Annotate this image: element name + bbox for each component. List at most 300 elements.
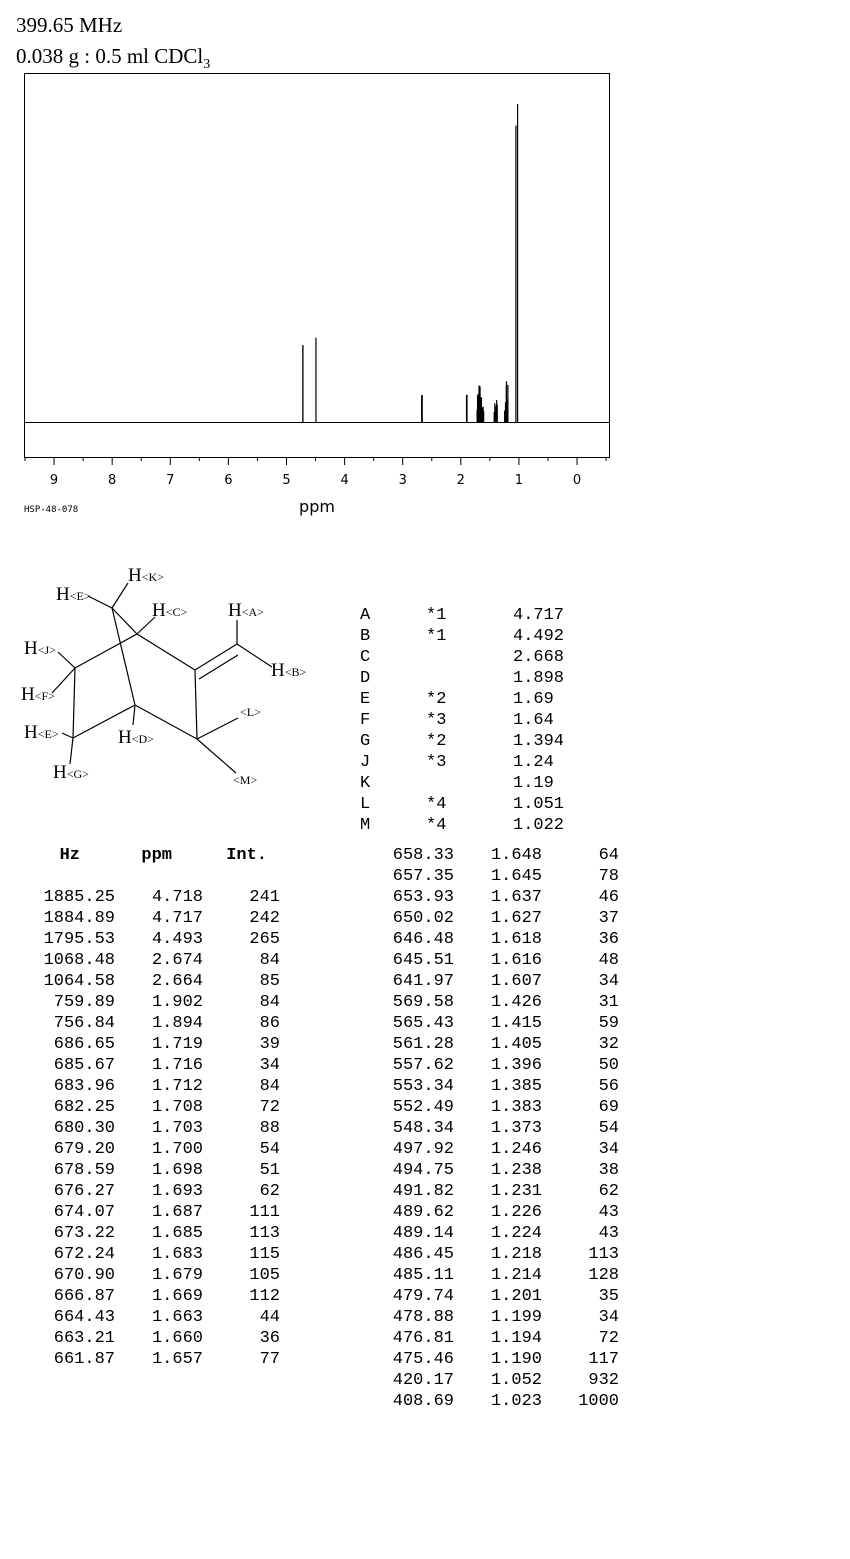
table-row	[30, 1181, 290, 1202]
bond-h-d	[133, 705, 135, 725]
peak-hz: 565.43	[392, 1014, 454, 1033]
peak-ppm: 1.616	[490, 951, 542, 970]
peak-int: 50	[598, 1056, 619, 1075]
peak-ppm: 1.627	[490, 909, 542, 928]
peak-int: 36	[598, 930, 619, 949]
peak-rows-right	[380, 845, 630, 1412]
structure-labels	[21, 565, 307, 787]
x-tick-label: 8	[108, 473, 117, 488]
molecule-structure	[0, 555, 340, 805]
peak-ppm: 1.405	[490, 1035, 542, 1054]
peak-ppm: 1.685	[151, 1224, 203, 1243]
peak-hz: 664.43	[53, 1308, 115, 1327]
peak-int: 34	[598, 972, 619, 991]
peak-int: 34	[598, 1308, 619, 1327]
peak-hz: 672.24	[53, 1245, 115, 1264]
header-ppm: ppm	[141, 846, 172, 865]
table-row	[30, 1202, 290, 1223]
table-row	[380, 887, 630, 908]
peak-int: 113	[588, 1245, 619, 1264]
peak-hz: 491.82	[392, 1182, 454, 1201]
assignment-note: *4	[426, 795, 447, 814]
table-row	[30, 1118, 290, 1139]
peak-hz: 553.34	[392, 1077, 454, 1096]
table-row	[380, 866, 630, 887]
peak-ppm: 4.717	[151, 909, 203, 928]
peak-ppm: 1.657	[151, 1350, 203, 1369]
atom-tag-b: <B>	[284, 665, 307, 679]
table-row	[380, 1034, 630, 1055]
assignment-label: B	[360, 627, 371, 646]
atom-tag-f: <F>	[34, 689, 55, 703]
assignment-label: A	[360, 606, 371, 625]
table-row	[380, 1202, 630, 1223]
assignment-row	[358, 710, 598, 731]
peak-int: 113	[249, 1224, 280, 1243]
peak-hz: 489.14	[392, 1224, 454, 1243]
peak-table-header	[30, 845, 290, 866]
peak-int: 77	[259, 1350, 280, 1369]
table-row	[30, 1286, 290, 1307]
peak-int: 59	[598, 1014, 619, 1033]
peak-ppm: 1.052	[490, 1371, 542, 1390]
assignment-note: *3	[426, 753, 447, 772]
peak-ppm: 1.645	[490, 867, 542, 886]
peak-int: 88	[259, 1119, 280, 1138]
table-row	[380, 845, 630, 866]
atom-h-k: H	[128, 565, 142, 586]
assignment-shift: 4.492	[513, 627, 565, 646]
peak-ppm: 1.194	[490, 1329, 542, 1348]
bond-exo-methylene	[195, 644, 237, 670]
table-row	[30, 1307, 290, 1328]
peak-hz: 476.81	[392, 1329, 454, 1348]
peak-hz: 679.20	[53, 1140, 115, 1159]
x-axis-ticks	[25, 457, 606, 488]
assignment-shift: 1.022	[513, 816, 565, 835]
bond-h-b	[237, 644, 272, 667]
atom-tag-l: <L>	[240, 705, 261, 719]
peak-hz: 678.59	[53, 1161, 115, 1180]
peak-int: 241	[249, 888, 280, 907]
atom-h-f: H	[21, 684, 35, 705]
assignment-note: *3	[426, 711, 447, 730]
assignment-shift: 1.69	[513, 690, 554, 709]
atom-label-l	[240, 705, 261, 719]
bond-h-e2	[62, 733, 73, 738]
peak-ppm: 1.716	[151, 1056, 203, 1075]
peak-ppm: 1.894	[151, 1014, 203, 1033]
x-axis-label: ppm	[299, 497, 335, 516]
peak-int: 78	[598, 867, 619, 886]
peak-hz: 1795.53	[43, 930, 115, 949]
atom-tag-d: <D>	[131, 732, 154, 746]
peak-ppm: 1.693	[151, 1182, 203, 1201]
peak-int: 72	[598, 1329, 619, 1348]
peak-ppm: 1.226	[490, 1203, 542, 1222]
peak-ppm: 1.238	[490, 1161, 542, 1180]
table-row	[30, 1265, 290, 1286]
peak-int: 37	[598, 909, 619, 928]
bond-h-g	[70, 738, 73, 764]
table-row	[380, 1160, 630, 1181]
atom-label-k	[128, 565, 164, 586]
peak-hz: 497.92	[392, 1140, 454, 1159]
table-row	[380, 1265, 630, 1286]
x-tick-label: 6	[224, 473, 233, 488]
peak-ppm: 1.023	[490, 1392, 542, 1411]
assignment-label: K	[360, 774, 371, 793]
atom-tag-g: <G>	[66, 767, 89, 781]
table-row	[30, 1244, 290, 1265]
peak-int: 128	[588, 1266, 619, 1285]
bond-c-ring	[137, 634, 195, 670]
peak-hz: 759.89	[53, 993, 115, 1012]
peak-int: 115	[249, 1245, 280, 1264]
atom-h-d: H	[118, 727, 132, 748]
bond-l	[197, 718, 238, 739]
peak-ppm: 1.669	[151, 1287, 203, 1306]
peak-hz: 680.30	[53, 1119, 115, 1138]
peak-hz: 663.21	[53, 1329, 115, 1348]
peak-ppm: 1.618	[490, 930, 542, 949]
peak-hz: 666.87	[53, 1287, 115, 1306]
bond-ring-left-top	[75, 634, 137, 668]
table-row	[380, 1223, 630, 1244]
peak-int: 1000	[578, 1392, 619, 1411]
peak-int: 43	[598, 1224, 619, 1243]
atom-label-a	[228, 600, 264, 621]
table-row	[30, 1034, 290, 1055]
bond-m	[197, 739, 236, 773]
peak-table-left	[30, 845, 290, 1370]
peak-int: 62	[259, 1182, 280, 1201]
peak-hz: 657.35	[392, 867, 454, 886]
peak-ppm: 4.493	[151, 930, 203, 949]
peak-int: 44	[259, 1308, 280, 1327]
x-tick-label: 2	[456, 473, 465, 488]
atom-label-e2	[24, 722, 59, 743]
assignment-note: *1	[426, 627, 447, 646]
atom-tag-m: <M>	[233, 773, 258, 787]
bond-bridge-down	[112, 608, 135, 705]
atom-tag-k: <K>	[141, 570, 164, 584]
peak-hz: 1064.58	[43, 972, 115, 991]
table-row	[380, 1391, 630, 1412]
sample-text: 0.038 g : 0.5 ml CDCl	[16, 44, 204, 68]
assignment-row	[358, 752, 598, 773]
table-row	[380, 1286, 630, 1307]
peak-ppm: 1.396	[490, 1056, 542, 1075]
atom-tag-a: <A>	[241, 605, 264, 619]
peak-int: 86	[259, 1014, 280, 1033]
assignment-label: G	[360, 732, 371, 751]
peak-ppm: 2.674	[151, 951, 203, 970]
table-row	[30, 1097, 290, 1118]
bond-ring-lower	[195, 670, 197, 739]
peak-ppm: 1.426	[490, 993, 542, 1012]
peak-hz: 1068.48	[43, 951, 115, 970]
sample-subscript: 3	[203, 57, 211, 73]
table-row	[380, 1139, 630, 1160]
assignment-label: M	[360, 816, 371, 835]
table-row	[380, 1370, 630, 1391]
peak-int: 34	[598, 1140, 619, 1159]
peak-hz: 646.48	[392, 930, 454, 949]
table-row	[380, 1328, 630, 1349]
atom-tag-e1: <E>	[69, 589, 91, 603]
peak-hz: 674.07	[53, 1203, 115, 1222]
assignment-label: L	[360, 795, 371, 814]
peak-ppm: 1.679	[151, 1266, 203, 1285]
peak-ppm: 1.698	[151, 1161, 203, 1180]
peak-hz: 479.74	[392, 1287, 454, 1306]
peak-hz: 685.67	[53, 1056, 115, 1075]
peak-table-spacer	[30, 866, 290, 887]
assignment-row	[358, 605, 598, 626]
peak-hz: 408.69	[392, 1392, 454, 1411]
peak-hz: 653.93	[392, 888, 454, 907]
peak-hz: 561.28	[392, 1035, 454, 1054]
assignment-row	[358, 815, 598, 836]
peak-ppm: 1.201	[490, 1287, 542, 1306]
table-row	[30, 1076, 290, 1097]
peak-ppm: 1.373	[490, 1119, 542, 1138]
bond-h-j	[58, 652, 75, 668]
peak-ppm: 1.663	[151, 1308, 203, 1327]
peak-ppm: 1.385	[490, 1077, 542, 1096]
peak-hz: 486.45	[392, 1245, 454, 1264]
atom-tag-j: <J>	[37, 643, 56, 657]
peak-hz: 1885.25	[43, 888, 115, 907]
table-row	[380, 908, 630, 929]
peak-ppm: 1.607	[490, 972, 542, 991]
table-row	[30, 1223, 290, 1244]
assignment-note: *1	[426, 606, 447, 625]
bond-h-f	[52, 668, 75, 693]
atom-h-e1: H	[56, 584, 70, 605]
peak-ppm: 1.199	[490, 1308, 542, 1327]
bond-bridge-top	[112, 608, 137, 634]
atom-h-c: H	[152, 600, 166, 621]
peak-hz: 756.84	[53, 1014, 115, 1033]
peak-int: 932	[588, 1371, 619, 1390]
peak-table-right	[380, 845, 630, 1412]
peak-ppm: 1.383	[490, 1098, 542, 1117]
atom-h-e2: H	[24, 722, 38, 743]
peak-hz: 670.90	[53, 1266, 115, 1285]
atom-label-c	[152, 600, 188, 621]
x-tick-label: 7	[166, 473, 175, 488]
bond-h-e1	[88, 596, 112, 608]
assignment-table	[358, 605, 598, 836]
peak-int: 38	[598, 1161, 619, 1180]
peak-ppm: 1.190	[490, 1350, 542, 1369]
table-row	[30, 971, 290, 992]
atom-h-b: H	[271, 660, 285, 681]
peak-hz: 1884.89	[43, 909, 115, 928]
table-row	[30, 1328, 290, 1349]
peak-hz: 478.88	[392, 1308, 454, 1327]
assignment-label: E	[360, 690, 371, 709]
table-row	[380, 929, 630, 950]
peak-ppm: 1.902	[151, 993, 203, 1012]
assignment-row	[358, 731, 598, 752]
peak-int: 69	[598, 1098, 619, 1117]
peak-int: 39	[259, 1035, 280, 1054]
table-row	[30, 908, 290, 929]
atom-tag-c: <C>	[165, 605, 188, 619]
peak-hz: 641.97	[392, 972, 454, 991]
peak-ppm: 1.683	[151, 1245, 203, 1264]
peak-hz: 658.33	[392, 846, 454, 865]
x-tick-label: 1	[514, 473, 524, 488]
peak-ppm: 1.637	[490, 888, 542, 907]
peak-ppm: 1.708	[151, 1098, 203, 1117]
atom-label-j	[24, 638, 56, 659]
bond-h-k	[112, 583, 128, 608]
peak-hz: 645.51	[392, 951, 454, 970]
peak-int: 117	[588, 1350, 619, 1369]
assignment-shift: 4.717	[513, 606, 565, 625]
atom-h-j: H	[24, 638, 38, 659]
spectrum-code: HSP-48-078	[24, 505, 79, 515]
peak-hz: 673.22	[53, 1224, 115, 1243]
assignment-row	[358, 668, 598, 689]
table-row	[380, 1013, 630, 1034]
peak-int: 56	[598, 1077, 619, 1096]
peak-ppm: 1.712	[151, 1077, 203, 1096]
assignment-note: *2	[426, 732, 447, 751]
header-hz: Hz	[59, 846, 80, 865]
assignment-row	[358, 794, 598, 815]
table-row	[380, 1244, 630, 1265]
table-row	[380, 950, 630, 971]
table-row	[30, 1160, 290, 1181]
peak-ppm: 1.703	[151, 1119, 203, 1138]
assignment-note: *2	[426, 690, 447, 709]
bond-exo-methylene-double	[199, 655, 238, 679]
peak-hz: 485.11	[392, 1266, 454, 1285]
assignment-shift: 1.394	[513, 732, 565, 751]
x-tick-label: 0	[572, 473, 582, 488]
nmr-spectrum-chart	[0, 0, 850, 530]
peak-hz: 420.17	[392, 1371, 454, 1390]
peak-hz: 686.65	[53, 1035, 115, 1054]
peak-ppm: 4.718	[151, 888, 203, 907]
peak-int: 72	[259, 1098, 280, 1117]
peak-hz: 676.27	[53, 1182, 115, 1201]
assignment-shift: 1.19	[513, 774, 554, 793]
assignment-label: C	[360, 648, 371, 667]
peak-int: 54	[598, 1119, 619, 1138]
peak-int: 62	[598, 1182, 619, 1201]
atom-label-b	[271, 660, 307, 681]
peak-hz: 683.96	[53, 1077, 115, 1096]
assignment-row	[358, 626, 598, 647]
peak-ppm: 1.687	[151, 1203, 203, 1222]
peak-int: 105	[249, 1266, 280, 1285]
table-row	[30, 1139, 290, 1160]
peak-int: 36	[259, 1329, 280, 1348]
peak-int: 31	[598, 993, 619, 1012]
peak-int: 111	[249, 1203, 280, 1222]
bond-ring-left	[73, 668, 75, 738]
assignment-label: J	[360, 753, 371, 772]
atom-h-g: H	[53, 762, 67, 783]
table-row	[380, 1181, 630, 1202]
x-tick-label: 4	[340, 473, 349, 488]
table-row	[380, 1349, 630, 1370]
peak-ppm: 1.224	[490, 1224, 542, 1243]
peak-int: 242	[249, 909, 280, 928]
table-row	[30, 992, 290, 1013]
x-tick-label: 5	[282, 473, 291, 488]
peak-hz: 557.62	[392, 1056, 454, 1075]
atom-label-m	[233, 773, 257, 787]
atom-label-d	[118, 727, 154, 748]
assignment-note: *4	[426, 816, 447, 835]
peak-hz: 661.87	[53, 1350, 115, 1369]
peak-ppm: 1.246	[490, 1140, 542, 1159]
assignment-label: F	[360, 711, 371, 730]
assignment-shift: 2.668	[513, 648, 565, 667]
plot-frame	[25, 74, 610, 458]
peak-int: 112	[249, 1287, 280, 1306]
atom-tag-e2: <E>	[37, 727, 59, 741]
table-row	[30, 1013, 290, 1034]
table-row	[380, 971, 630, 992]
table-row	[380, 1076, 630, 1097]
peak-int: 48	[598, 951, 619, 970]
peak-hz: 494.75	[392, 1161, 454, 1180]
assignment-shift: 1.051	[513, 795, 565, 814]
table-row	[380, 1307, 630, 1328]
peak-hz: 548.34	[392, 1119, 454, 1138]
assignment-shift: 1.898	[513, 669, 565, 688]
peak-hz: 489.62	[392, 1203, 454, 1222]
peak-ppm: 1.648	[490, 846, 542, 865]
peak-int: 84	[259, 993, 280, 1012]
peak-hz: 569.58	[392, 993, 454, 1012]
peak-int: 54	[259, 1140, 280, 1159]
assignment-row	[358, 647, 598, 668]
assignment-shift: 1.24	[513, 753, 554, 772]
assignment-label: D	[360, 669, 371, 688]
peak-hz: 475.46	[392, 1350, 454, 1369]
peak-ppm: 1.231	[490, 1182, 542, 1201]
peak-int: 46	[598, 888, 619, 907]
assignment-shift: 1.64	[513, 711, 554, 730]
peak-ppm: 1.415	[490, 1014, 542, 1033]
peak-int: 64	[598, 846, 619, 865]
table-row	[30, 887, 290, 908]
peak-int: 265	[249, 930, 280, 949]
table-row	[380, 992, 630, 1013]
peak-hz: 682.25	[53, 1098, 115, 1117]
peak-hz: 650.02	[392, 909, 454, 928]
peak-int: 34	[259, 1056, 280, 1075]
atom-label-e1	[56, 584, 91, 605]
assignment-row	[358, 773, 598, 794]
table-row	[30, 950, 290, 971]
spectrometer-frequency: 399.65 MHz	[16, 13, 123, 37]
atom-label-f	[21, 684, 55, 705]
peak-ppm: 1.214	[490, 1266, 542, 1285]
peak-int: 84	[259, 951, 280, 970]
atom-h-a: H	[228, 600, 242, 621]
peak-rows-left	[30, 887, 290, 1370]
